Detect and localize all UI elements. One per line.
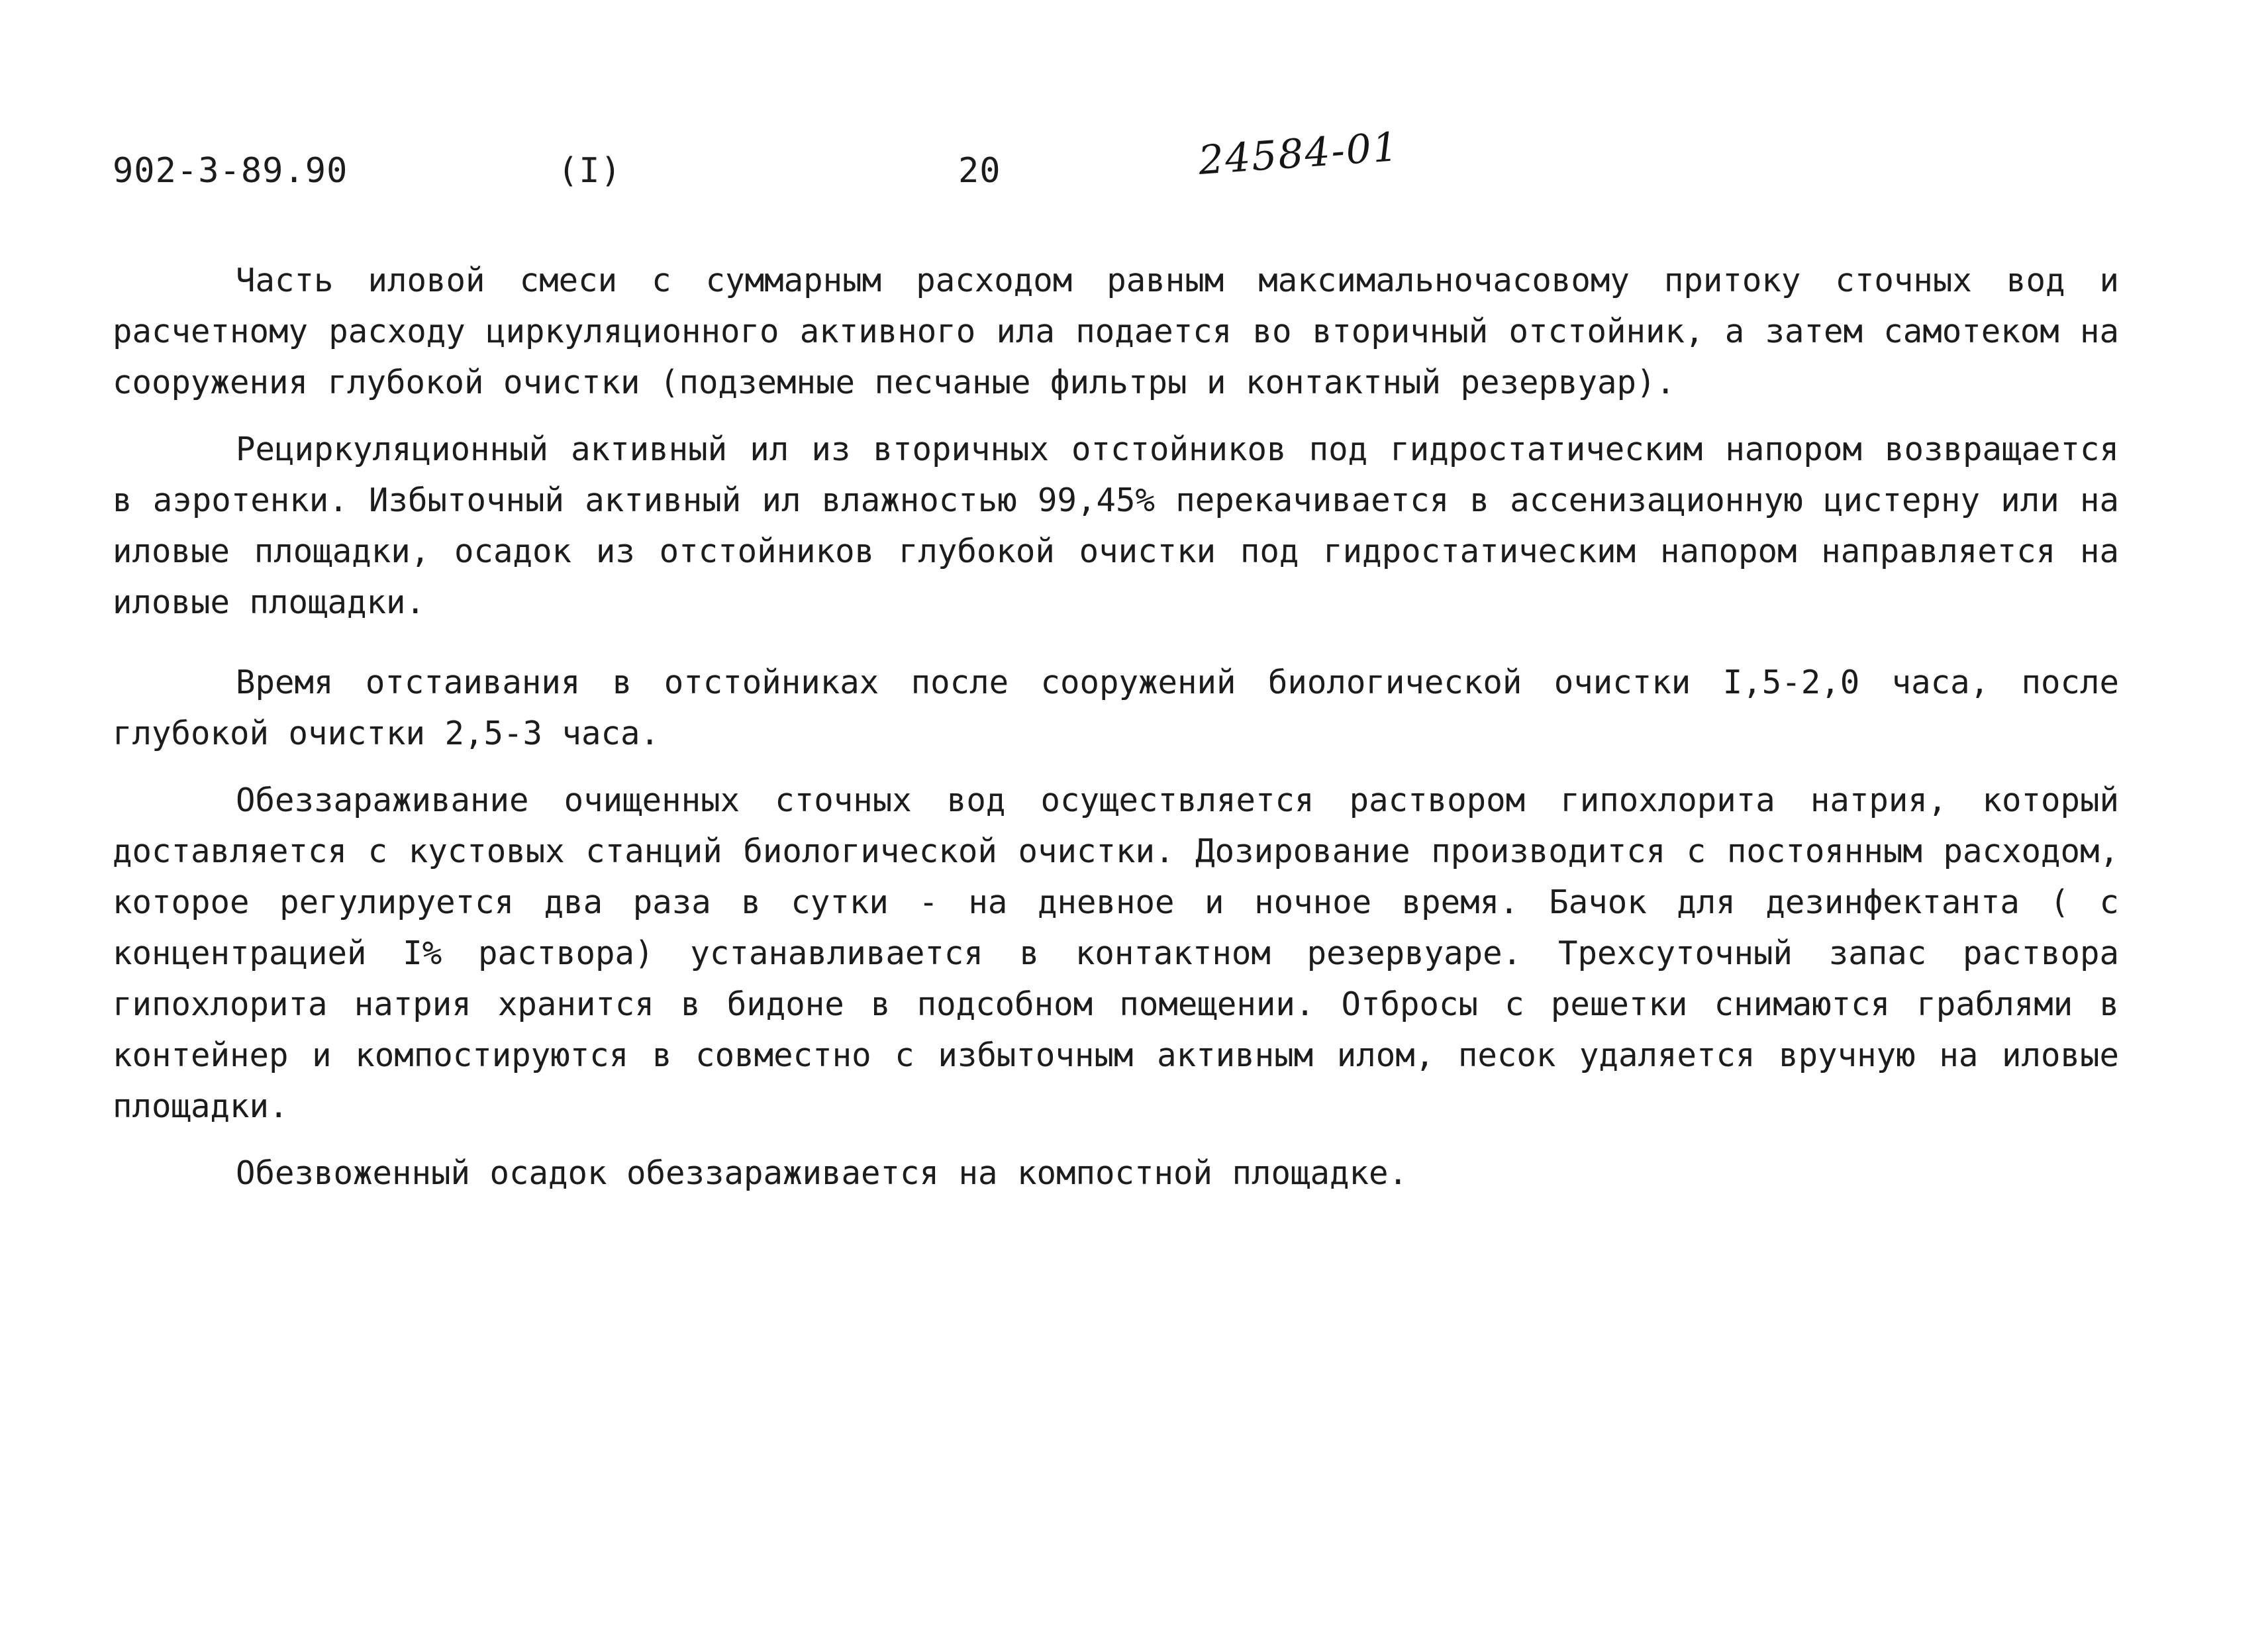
document-code: 902-3-89.90 — [113, 151, 348, 191]
page-number: 20 — [958, 151, 1001, 191]
paragraph-disinfection: Обеззараживание очищенных сточных вод осуществляется раствором гипохлорита натрия, который доставляется с кустовых станций биологической очистки. Дозирование производится с постоянным расходом, которое регулируется два раза в сутки - на дневное и ночное время. Бачок для дезинфектанта ( с концентрацией I% раствора) устанавливается в контактном резервуаре. Трехсуточный запас раствора гипохлорита натрия хранится в бидоне в подсобном помещении. Отбросы с решетки снимаются граблями в контейнер и компостируются в совместно с избыточным активным илом, песок удаляется вручную на иловые площадки. — [113, 781, 2119, 1125]
paragraph-sludge-mixture: Часть иловой смеси с суммарным расходом равным максимальночасовому притоку сточных вод и расчетному расходу циркуляционного активного ила подается во вторичный отстойник, а затем самотеком на сооружения глубокой очистки (подземные песчаные фильтры и контактный резервуар). — [113, 262, 2119, 401]
paragraph-recirculation: Рециркуляционный активный ил из вторичных отстойников под гидростатическим напором возвращается в аэротенки. Избыточный активный ил влажностью 99,45% перекачивается в ассенизационную цистерну или на иловые площадки, осадок из отстойников глубокой очистки под гидростатическим напором направляется на иловые площадки. — [113, 430, 2119, 621]
paragraph-settling-time: Время отстаивания в отстойниках после сооружений биологической очистки I,5-2,0 часа, после глубокой очистки 2,5-3 часа. — [113, 664, 2119, 752]
document-body — [113, 255, 2119, 1199]
part-number: (I) — [558, 151, 622, 191]
handwritten-inventory-number: 24584-01 — [1197, 123, 1401, 184]
paragraph-dewatered-sludge: Обезвоженный осадок обеззараживается на компостной площадке. — [236, 1154, 1408, 1192]
